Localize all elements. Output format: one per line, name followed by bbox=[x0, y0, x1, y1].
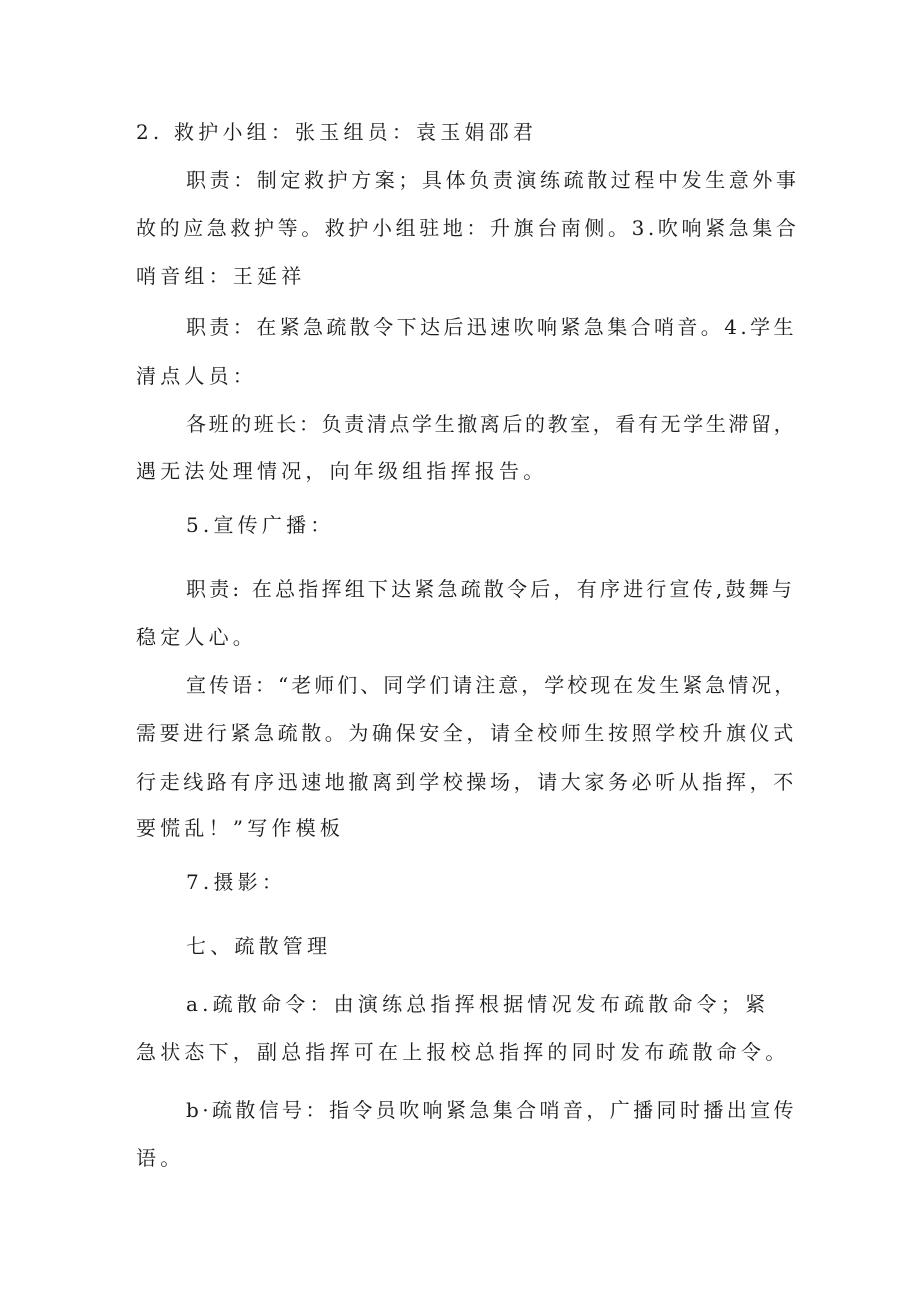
line-rescue-duty-1: 职责：制定救护方案；具体负责演练疏散过程中发生意外事 bbox=[186, 168, 800, 192]
section-heading-evacuation: 七、疏散管理 bbox=[186, 934, 332, 958]
line-broadcast-duty-1: 职责: 在总指挥组下达紧急疏散令后，有序进行宣传,鼓舞与 bbox=[186, 577, 796, 601]
line-slogan-4: 要慌乱！”写作模板 bbox=[136, 816, 345, 840]
line-evac-signal-2: 语。 bbox=[136, 1146, 185, 1170]
line-broadcast-heading: 5.宣传广播： bbox=[186, 513, 335, 537]
line-slogan-2: 需要进行紧急疏散。为确保安全，请全校师生按照学校升旗仪式 bbox=[136, 721, 797, 745]
line-whistle-duty: 职责：在紧急疏散令下达后迅速吹响紧急集合哨音。4.学生 bbox=[186, 315, 797, 339]
line-rescue-duty-2: 故的应急救护等。救护小组驻地：升旗台南侧。3.吹响紧急集合 bbox=[136, 216, 800, 240]
line-whistle-team: 哨音组：王延祥 bbox=[136, 264, 306, 288]
line-slogan-3: 行走线路有序迅速地撤离到学校操场，请大家务必听从指挥，不 bbox=[136, 770, 797, 794]
line-slogan-1: 宣传语：“老师们、同学们请注意，学校现在发生紧急情况， bbox=[186, 673, 798, 697]
line-evac-command-1: a.疏散命令：由演练总指挥根据情况发布疏散命令；紧 bbox=[186, 992, 770, 1016]
line-evac-command-2: 急状态下，副总指挥可在上报校总指挥的同时发布疏散命令。 bbox=[136, 1040, 790, 1064]
line-photography-heading: 7.摄影： bbox=[186, 870, 287, 894]
line-monitor-duty-2: 遇无法处理情况，向年级组指挥报告。 bbox=[136, 459, 548, 483]
line-monitor-duty-1: 各班的班长：负责清点学生撤离后的教室，看有无学生滞留， bbox=[186, 412, 797, 436]
line-rescue-team: 2. 救护小组：张玉组员：袁玉娟邵君 bbox=[136, 120, 538, 144]
line-broadcast-duty-2: 稳定人心。 bbox=[136, 625, 257, 649]
line-evac-signal-1: b·疏散信号：指令员吹响紧急集合哨音，广播同时播出宣传 bbox=[186, 1098, 797, 1122]
line-count-staff: 清点人员： bbox=[136, 364, 257, 388]
